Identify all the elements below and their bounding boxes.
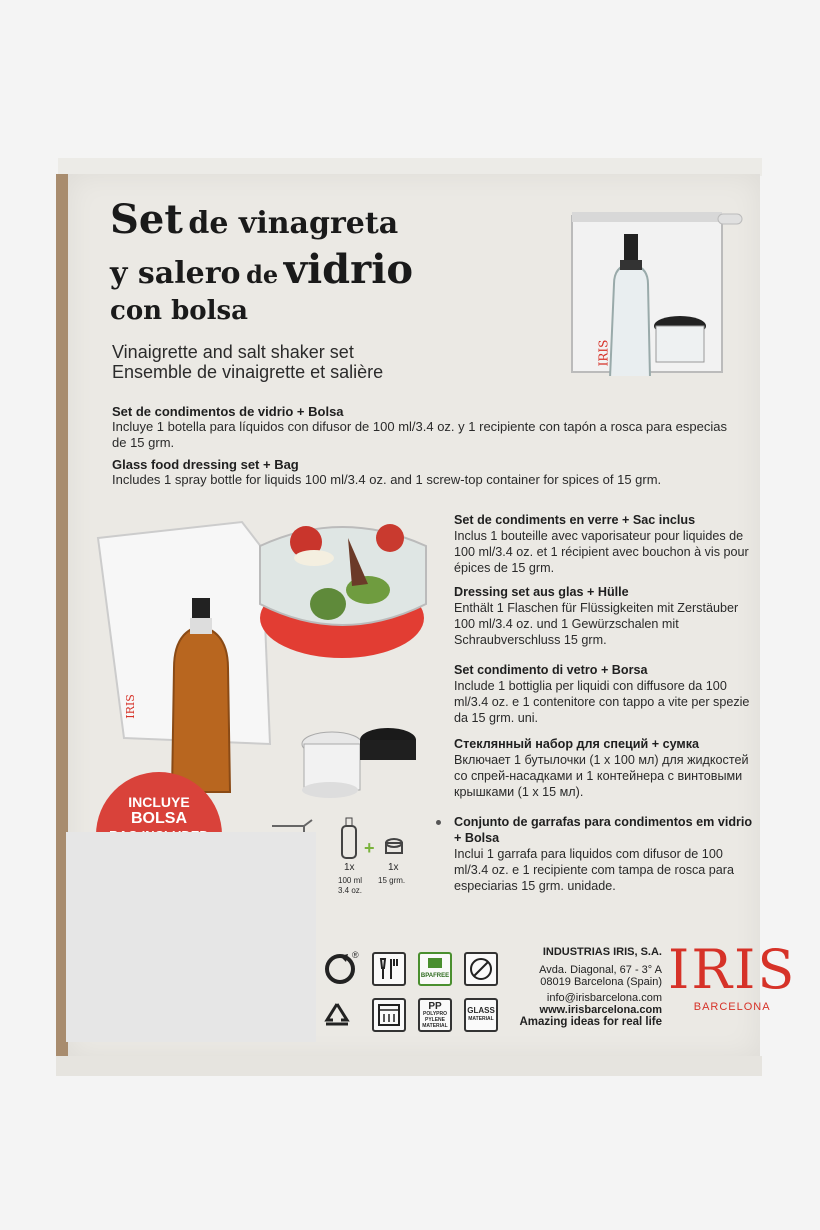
logo-brand: IRIS [668, 938, 797, 1001]
block-text-pt: Inclui 1 garrafa para liquidos com difusor de 100 ml/3.4 oz. e 1 recipiente com tampa de rosca para especiarias 15 grm. unidade. [454, 847, 735, 893]
block-text-it: Include 1 bottiglia per liquidi con diffusore da 100 ml/3.4 oz. e 1 contenitore con tappo a vite per spezie da 15 grm. uni. [454, 679, 750, 725]
block-heading-pt: Conjunto de garrafas para condimentos em vidrio + Bolsa [454, 815, 753, 845]
subtitle-french: Ensemble de vinaigrette et salière [112, 362, 384, 382]
block-heading-en: Glass food dressing set + Bag [112, 457, 299, 472]
block-heading-es: Set de condimentos de vidrio + Bolsa [112, 404, 344, 419]
bpa-free-icon [418, 952, 452, 986]
block-text-de: Enthält 1 Flaschen für Flüssigkeiten mit Zerstäuber 100 ml/3.4 oz. und 1 Gewürzschalen mit Schraubverschluss 15 grm. [454, 601, 739, 647]
subtitle-english: Vinaigrette and salt shaker set [112, 342, 354, 362]
plus-icon: + [364, 838, 375, 858]
block-text-ru: Включает 1 бутылочки (1 x 100 мл) для жидкостей со спрей-насадками и 1 контейнера с винтовыми крышками (1 x 15 мл). [454, 753, 749, 799]
right-description [454, 512, 754, 894]
decorative-dot [436, 820, 441, 825]
badge-line1: INCLUYE [128, 794, 190, 810]
pp-line4: MATERIAL [422, 1022, 448, 1029]
block-heading-ru: Стеклянный набор для специй + сумка [454, 737, 700, 751]
block-heading-fr: Set de condiments en verre + Sac inclus [454, 513, 696, 527]
pp-material-icon [418, 998, 452, 1032]
barcode-sticker [66, 832, 316, 1042]
jar-qty: 1x [388, 862, 399, 873]
iris-barcelona-logo [668, 938, 796, 1013]
title-line1-rest: de vinagreta [188, 206, 399, 241]
block-heading-it: Set condimento di vetro + Borsa [454, 663, 648, 677]
bag-product-image [568, 208, 744, 376]
company-slogan: Amazing ideas for real life [519, 1016, 662, 1028]
company-name: INDUSTRIAS IRIS, S.A. [542, 946, 662, 958]
bottle-size: 100 ml [338, 876, 363, 885]
bottle-oz: 3.4 oz. [338, 886, 363, 895]
logo-city: BARCELONA [693, 1001, 771, 1013]
company-web: www.irisbarcelona.com [539, 1004, 662, 1016]
block-text-es: Incluye 1 botella para líquidos con difusor de 100 ml/3.4 oz. y 1 recipiente con tapón a rosca para especias de 15 grm. [112, 419, 727, 450]
jar-size: 15 grm. [378, 876, 406, 885]
block-text-fr: Inclus 1 bouteille avec vaporisateur pour liquides de 100 ml/3.4 oz. et 1 récipient avec bouchon à vis pour épices de 15 grm. [454, 529, 749, 575]
company-address1: Avda. Diagonal, 67 - 3° A [539, 964, 662, 976]
recycle-icon [320, 1002, 354, 1037]
box-bottom-edge [56, 1056, 762, 1076]
bottle-icon [340, 816, 358, 865]
bottle-qty: 1x [344, 862, 355, 873]
left-description [112, 404, 732, 488]
registered-mark: ® [352, 950, 359, 960]
title-line3: con bolsa [110, 296, 249, 326]
product-photo [92, 508, 444, 808]
pp-line1: PP [428, 1000, 442, 1012]
company-email: info@irisbarcelona.com [546, 992, 662, 1004]
glass-line1: GLASS [467, 1006, 495, 1015]
pp-line2: POLYPRO [423, 1010, 447, 1017]
glass-material-icon [464, 998, 498, 1032]
badge-line2: BOLSA [131, 810, 187, 827]
photo-bag-logo: IRIS [123, 694, 137, 719]
dishwasher-icon [372, 998, 406, 1032]
product-title [110, 196, 414, 326]
bag-logo-text: IRIS [596, 339, 611, 367]
company-address2: 08019 Barcelona (Spain) [540, 976, 662, 988]
company-info [520, 946, 662, 1028]
no-microwave-icon [464, 952, 498, 986]
pp-line3: PYLENE [424, 1016, 445, 1023]
food-safe-icon [372, 952, 406, 986]
glass-line2: MATERIAL [468, 1016, 494, 1022]
bpa-text: BPAFREE [420, 972, 450, 979]
block-text-en: Includes 1 spray bottle for liquids 100 ml/3.4 oz. and 1 screw-top container for spices of 15 grm. [112, 472, 662, 487]
title-word-vidrio: vidrio [283, 246, 414, 293]
title-line2-a: y salero [110, 256, 241, 291]
title-line2-b: de [246, 260, 279, 289]
title-word-set: Set [110, 196, 183, 243]
block-heading-de: Dressing set aus glas + Hülle [454, 585, 629, 599]
jar-icon [384, 838, 404, 861]
